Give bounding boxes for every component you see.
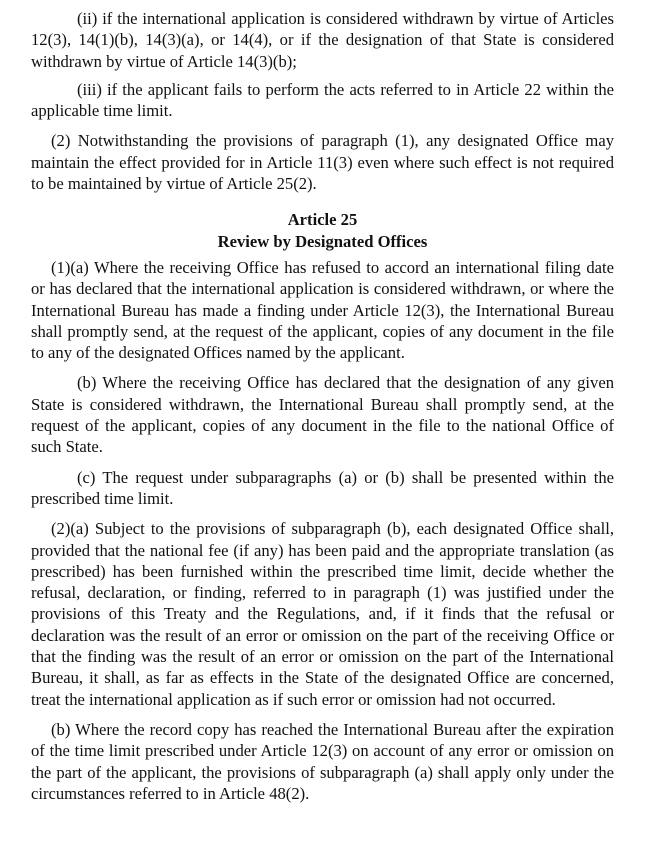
paragraph-1-iii: (iii) if the applicant fails to perform the acts referred to in Article 22 within the applicable time limit. <box>31 79 614 121</box>
paragraph-25-1a: (1)(a) Where the receiving Office has refused to accord an international filing date or has declared that the international application is considered withdrawn, or where the International Bureau has made a finding under Article 12(3), the International Bureau shall promptly send, at the request of the applicant, copies of any document in the file to any of the designated Offices named by the applicant. <box>31 257 614 363</box>
paragraph-25-2b: (b) Where the record copy has reached the International Bureau after the expiration of the time limit prescribed under Article 12(3) on account of any error or omission on the part of the applicant, the provisions of subparagraph (a) shall apply only under the circumstances referred to in Article 48(2). <box>31 719 614 803</box>
article-title: Review by Designated Offices <box>217 231 428 251</box>
paragraph-2: (2) Notwithstanding the provisions of paragraph (1), any designated Office may maintain the effect provided for in Article 11(3) even where such effect is not required to be maintained by virtue of Article 25(2). <box>31 131 614 194</box>
article-number: Article 25 <box>287 210 358 230</box>
paragraph-25-2a: (2)(a) Subject to the provisions of subparagraph (b), each designated Office shall, provided that the national fee (if any) has been paid and the appropriate translation (as prescribed) has been furnished within the prescribed time limit, decide whether the refusal, declaration, or finding, referred to in paragraph (1) was justified under the provisions of this Treaty and the Regulations, and, if it finds that the refusal or declaration was the result of an error or omission on the part of the receiving Office or that the finding was the result of an error or omission on the part of the International Bureau, it shall, as far as effects in the State of the designated Office are concerned, treat the international application as if such error or omission had not occurred. <box>31 519 614 709</box>
paragraph-25-1c: (c) The request under subparagraphs (a) or (b) shall be presented within the prescribed time limit. <box>31 467 614 508</box>
document-page <box>31 8 614 804</box>
paragraph-25-1b: (b) Where the receiving Office has declared that the designation of any given State is considered withdrawn, the International Bureau shall promptly send, at the request of the applicant, copies of any document in the file to the national Office of such State. <box>31 373 614 457</box>
paragraph-1-ii: (ii) if the international application is considered withdrawn by virtue of Articles 12(3), 14(1)(b), 14(3)(a), or 14(4), or if the designation of that State is considered withdrawn by virtue of Article 14(3)(b); <box>31 9 614 71</box>
article-heading <box>31 209 614 252</box>
